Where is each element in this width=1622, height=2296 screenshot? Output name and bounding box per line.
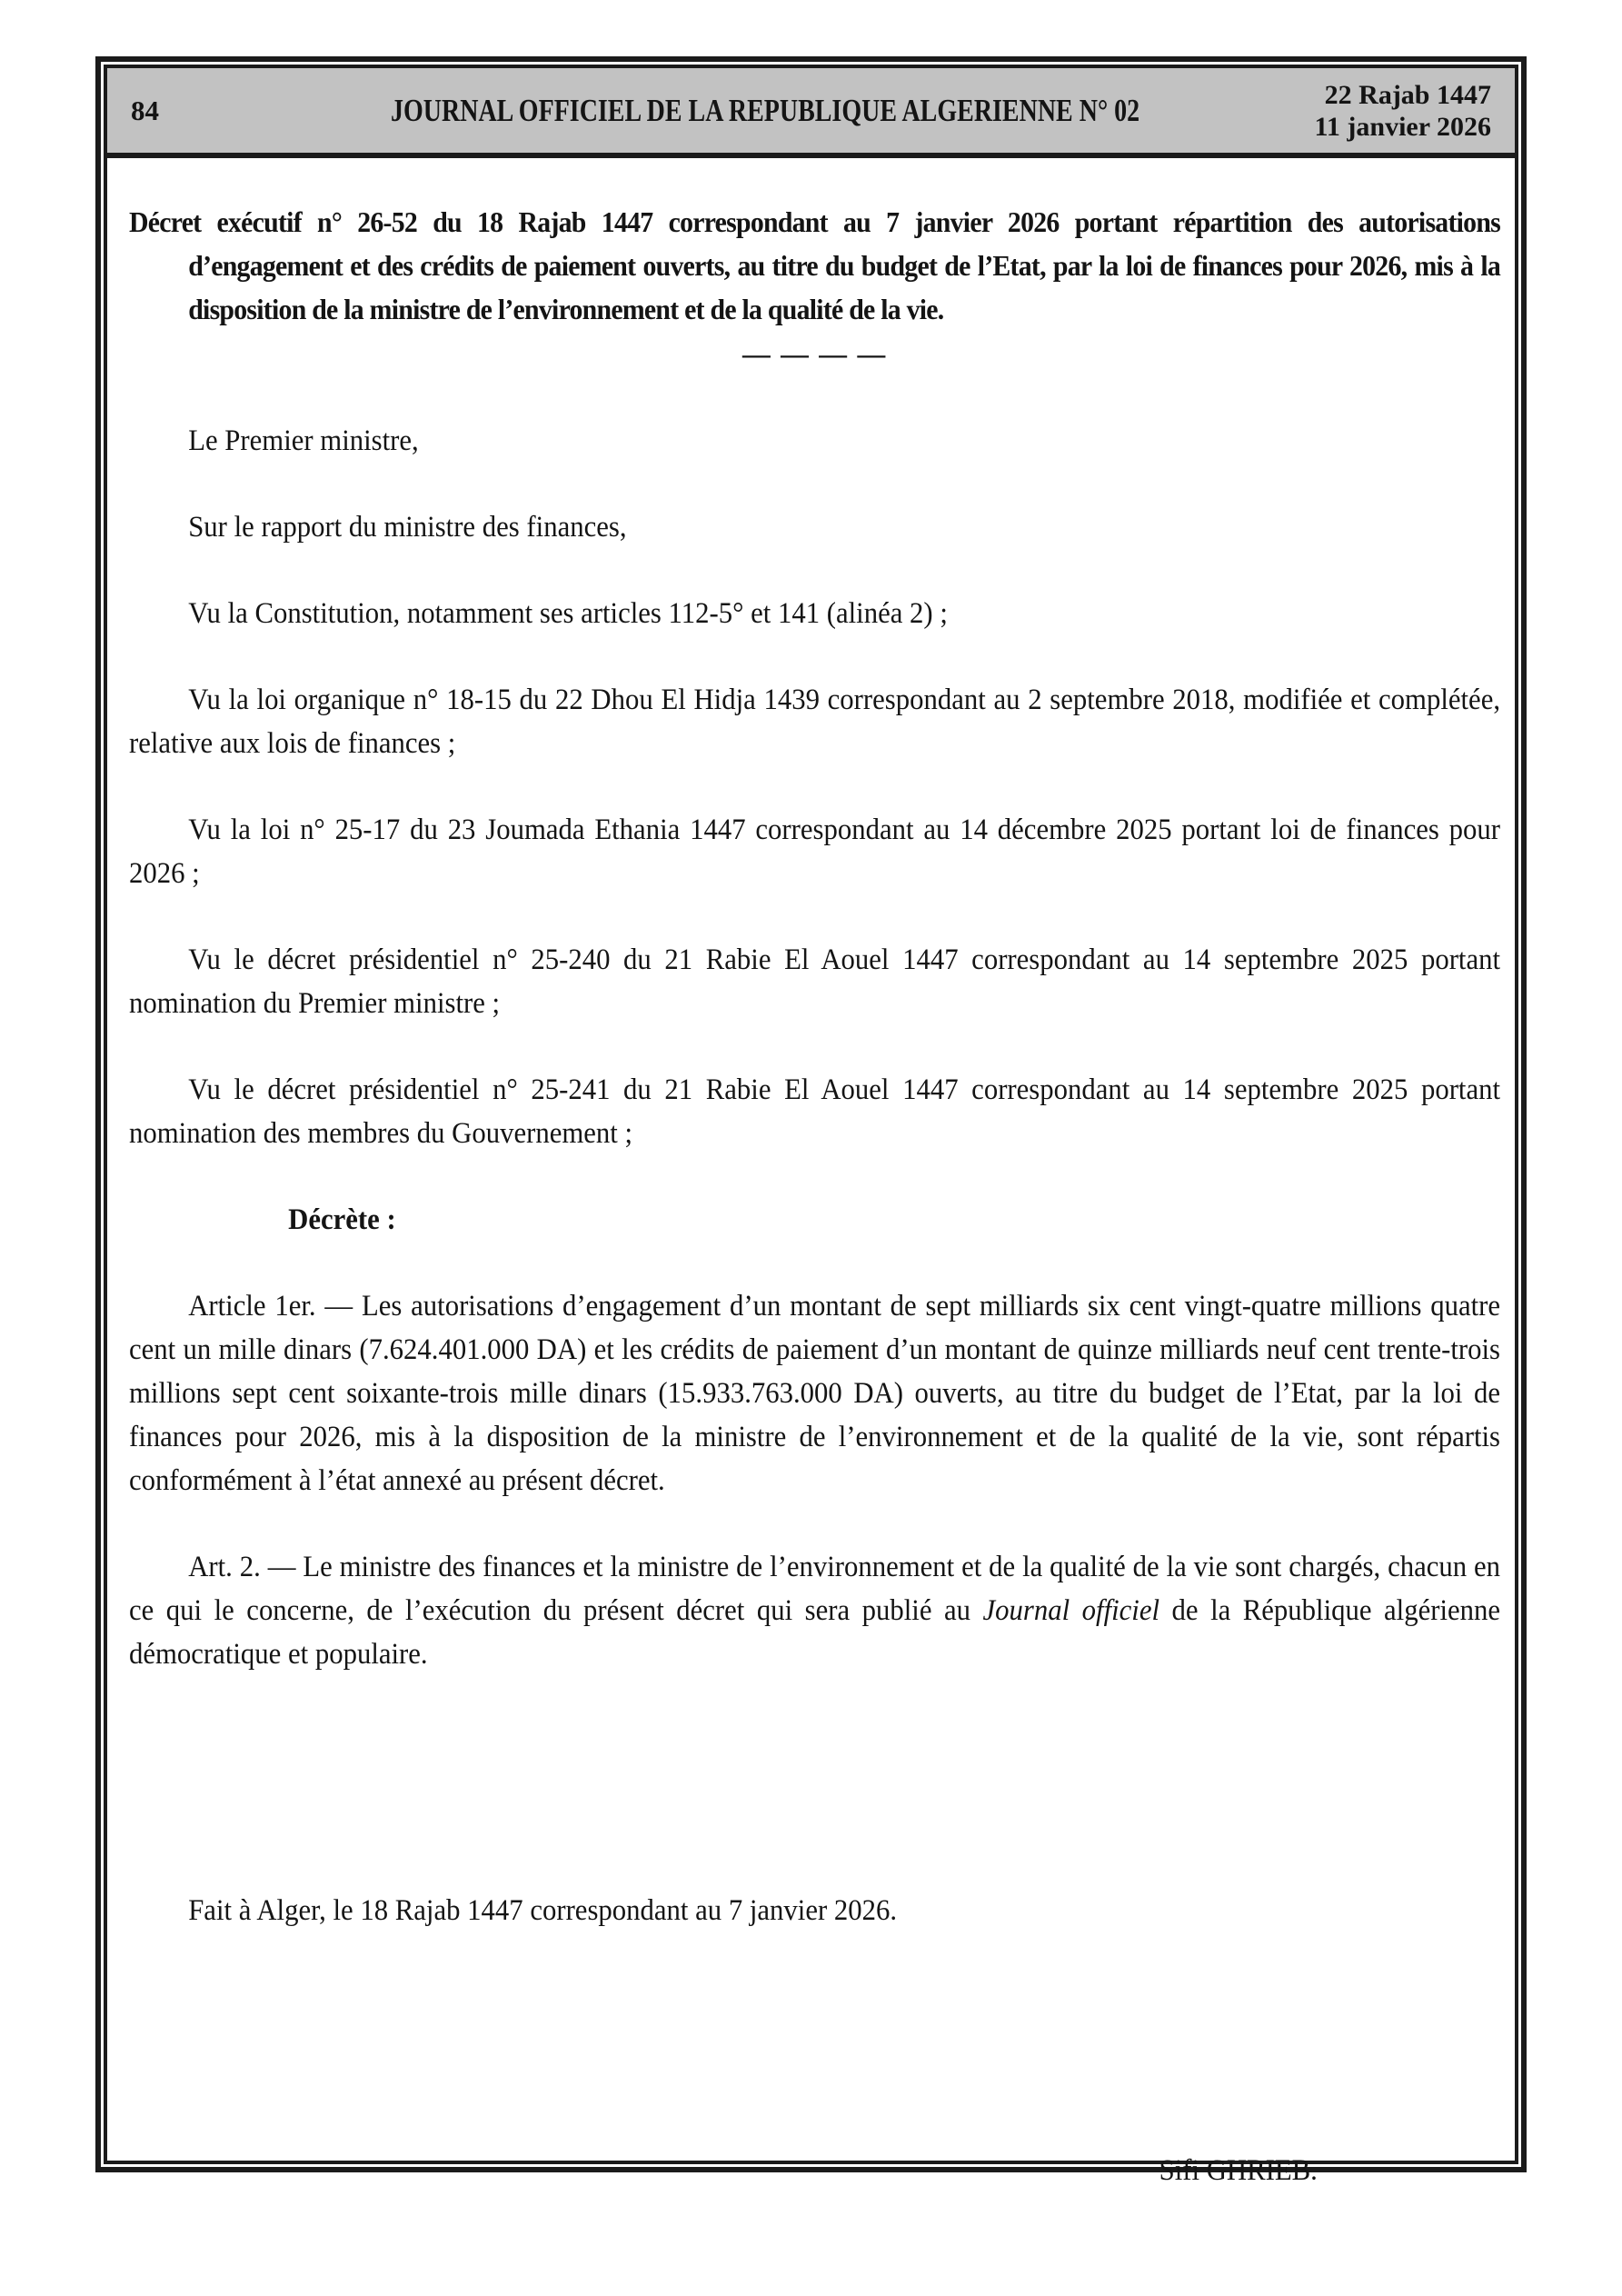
closing-line: Fait à Alger, le 18 Rajab 1447 correspondant au 7 janvier 2026. [188,1894,898,1927]
article-2-paragraph [129,1545,1500,1676]
preamble-paragraph: Vu la loi n° 25-17 du 23 Joumada Ethania 1447 correspondant au 14 décembre 2025 portant loi de finances pour 2026 ; [129,814,1501,890]
decree-title: Décret exécutif n° 26-52 du 18 Rajab 1447 correspondant au 7 janvier 2026 portant répartition des autorisations d’engagement et des crédits de paiement ouverts, au titre du budget de l’Etat, par la loi de finances pour 2026, mis à la disposition de la ministre de l’environnement et de la qualité de la vie. [129,205,1501,325]
page-frame [95,56,1527,2187]
preamble-paragraph: Vu le décret présidentiel n° 25-240 du 21 Rabie El Aouel 1447 correspondant au 14 septembre 2025 portant nomination du Premier ministre ; [129,943,1501,1020]
journal-title [267,93,1264,129]
page-number: 84 [131,94,159,126]
preamble-paragraph: Sur le rapport du ministre des finances, [188,511,627,544]
enacting-formula: Décrète : [288,1203,396,1236]
decree-body [129,200,1500,2203]
signature-name: Sifi GHRIEB. [1159,2154,1318,2187]
article-2-text-post: de la République algérienne démocratique et populaire. [129,1594,1501,1671]
header-dates [1264,79,1491,143]
preamble-paragraph: Vu la Constitution, notamment ses articles 112-5° et 141 (alinéa 2) ; [188,597,948,630]
article-2-text-pre: Art. 2. — Le ministre des finances et la ministre de l’environnement et de la qualité de la vie sont chargés, chacun en ce qui le concerne, de l’exécution du présent décret qui sera publié au [129,1551,1501,1627]
article-2-journal-officiel: Journal officiel [982,1594,1160,1627]
preamble-paragraph: Le Premier ministre, [188,424,419,457]
preamble-paragraph: Vu le décret présidentiel n° 25-241 du 21 Rabie El Aouel 1447 correspondant au 14 septembre 2025 portant nomination des membres du Gouvernement ; [129,1073,1501,1150]
journal-title-text: JOURNAL OFFICIEL DE LA REPUBLIQUE ALGERIENNE N° 02 [391,92,1140,128]
article-1-paragraph: Article 1er. — Les autorisations d’engagement d’un montant de sept milliards six cent vingt-quatre millions quatre cent un mille dinars (7.624.401.000 DA) et les crédits de paiement d’un montant de quinze milliards neuf cent trente-trois millions sept cent soixante-trois mille dinars (15.933.763.000 DA) ouverts, au titre du budget de l’Etat, par la loi de finances pour 2026, mis à la disposition de la ministre de l’environnement et de la qualité de la vie, sont répartis conformément à l’état annexé au présent décret. [129,1290,1501,1497]
date-hijri: 22 Rajab 1447 [1324,79,1491,110]
preamble [129,419,1500,1155]
section-separator: — — — — [741,338,888,371]
header-bar [107,68,1515,158]
preamble-paragraph: Vu la loi organique n° 18-15 du 22 Dhou El Hidja 1439 correspondant au 2 septembre 2018, modifiée et complétée, relative aux lois de finances ; [129,684,1501,760]
date-gregorian: 11 janvier 2026 [1314,111,1491,142]
page-frame-inner [104,65,1518,2187]
